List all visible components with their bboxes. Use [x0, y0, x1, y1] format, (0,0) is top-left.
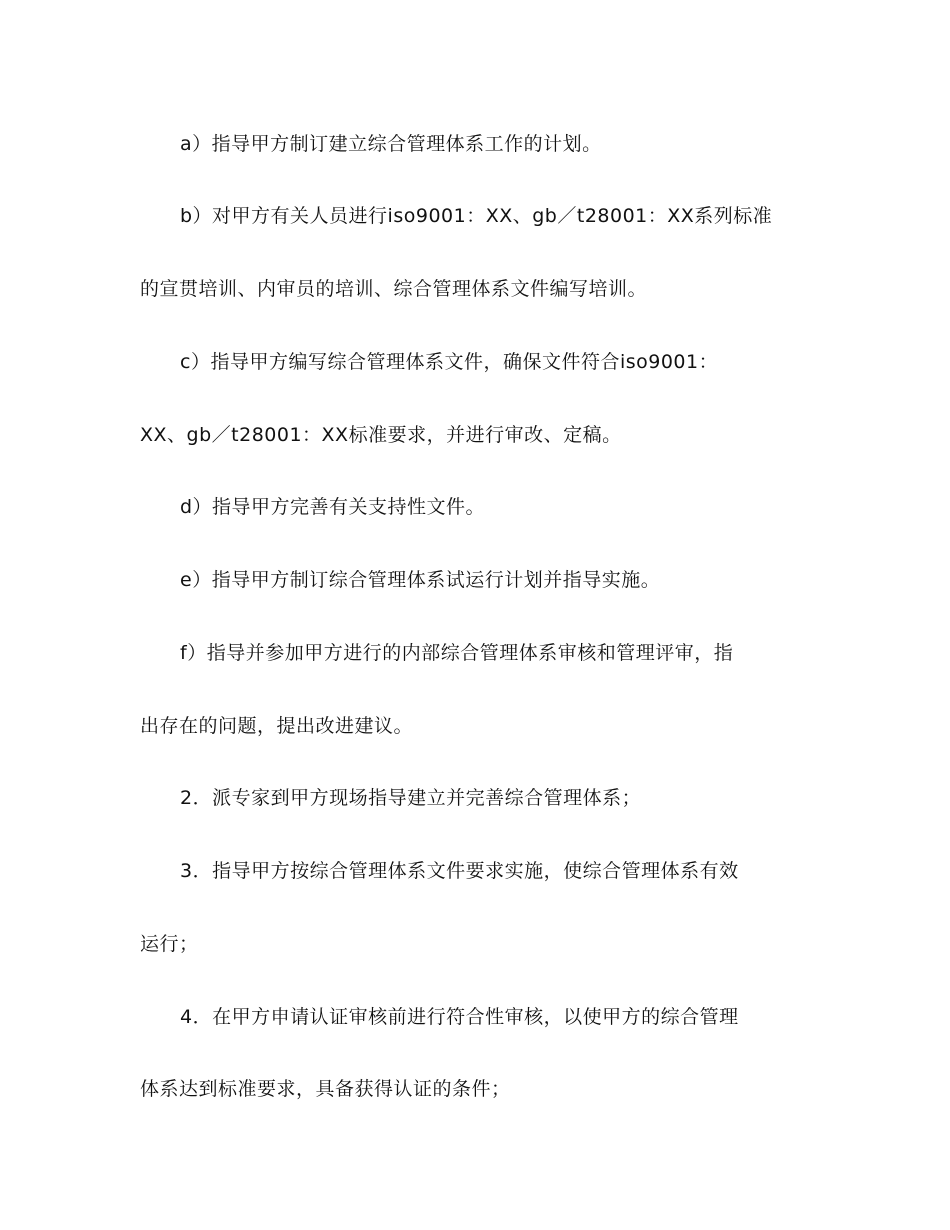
item-b-line-1: b）对甲方有关人员进行iso9001：XX、gb／t28001：XX系列标准	[180, 205, 773, 227]
item-c-line-1: c）指导甲方编写综合管理体系文件，确保文件符合iso9001：	[180, 351, 719, 373]
item-f-line-2: 出存在的问题，提出改进建议。	[140, 715, 414, 737]
item-2-line: 2．派专家到甲方现场指导建立并完善综合管理体系；	[180, 787, 642, 809]
item-e-line: e）指导甲方制订综合管理体系试运行计划并指导实施。	[180, 569, 661, 591]
item-3-line-1: 3．指导甲方按综合管理体系文件要求实施，使综合管理体系有效	[180, 860, 739, 882]
item-3-line-2: 运行；	[140, 933, 199, 955]
item-4-line-1: 4．在甲方申请认证审核前进行符合性审核，以使甲方的综合管理	[180, 1006, 739, 1028]
item-a-line: a）指导甲方制订建立综合管理体系工作的计划。	[180, 133, 602, 155]
item-f-line-1: f）指导并参加甲方进行的内部综合管理体系审核和管理评审，指	[180, 642, 734, 664]
item-b-line-2: 的宣贯培训、内审员的培训、综合管理体系文件编写培训。	[140, 278, 648, 300]
item-4-line-2: 体系达到标准要求，具备获得认证的条件；	[140, 1078, 511, 1100]
item-c-line-2: XX、gb／t28001：XX标准要求，并进行审改、定稿。	[140, 424, 622, 446]
item-d-line: d）指导甲方完善有关支持性文件。	[180, 496, 486, 518]
